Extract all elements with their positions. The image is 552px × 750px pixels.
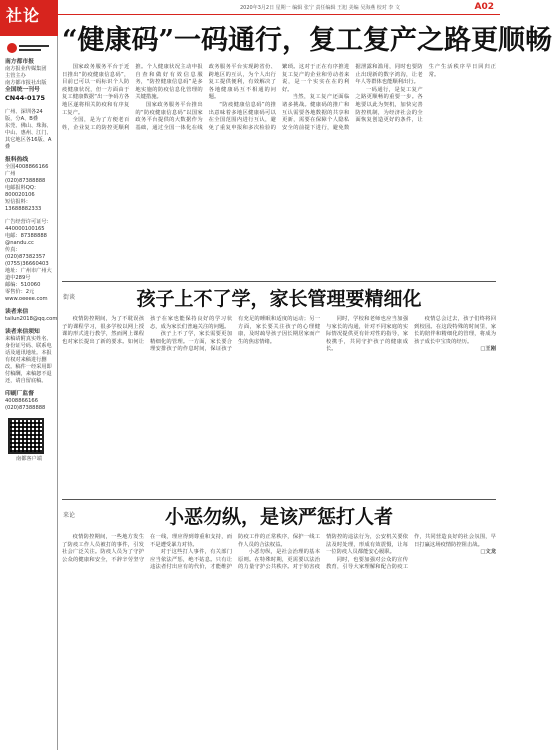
paragraph: 疫情总会过去，孩子们终将回到校园。在这段特殊的时间里，家长的陪伴和精细化的管理，将成为孩子成长中宝贵的经历。 (414, 316, 496, 345)
paragraph: 对于这些打人事件，有关部门应当依法严惩，绝不姑息。只有让违法者付出应有的代价，才能维护防疫工作的正常秩序，保护一线工作人员的合法权益。 (150, 534, 320, 571)
author-byline: □文龙 (480, 549, 496, 556)
paragraph: 国家政务服务平台推出的“防疫健康信息码”以国家政务平台提供的大数据作为基础，通过全国一体化在线政务服务平台实现跨省份、跨地区的互认，为个人出行复工提供便利，有效解决了各地健康码互不相通的问题。 (135, 64, 276, 131)
page-number: A02 (474, 2, 494, 12)
reader-rules: 来稿请附真实姓名、身份证号码、联系电话及通讯地址。本报有权对来稿进行删改。稿件一经采用即付稿酬，来稿恕不退还，请自留底稿。 (5, 336, 52, 384)
website: www.oeeee.com (5, 296, 48, 302)
regions: 东莞、佛山、珠海、中山、惠州、江门、其它地区各16版、A叠 (5, 123, 52, 150)
page-header (0, 0, 500, 25)
tel-2: (0755)36660403 (5, 261, 49, 267)
section-divider (62, 499, 496, 500)
qr-caption: 南都客户端 (16, 456, 42, 462)
reader-rules-label: 读者来信须知 (5, 329, 40, 335)
section-divider (62, 281, 496, 282)
paragraph: 一码通行，是复工复产之路更顺畅的重要一步。各地要以此为契机，加快完善防控机制，为经济社会的全面恢复创造更好的条件，让生产生活秩序早日回归正常。 (355, 64, 496, 124)
print-phone: 4008866166 (5, 398, 39, 404)
author-byline: □王刚 (480, 346, 496, 353)
letters-email: tailun2018@qq.com (5, 316, 58, 322)
paragraph: 同时，也要加强对公众的宣传教育，引导大家理解和配合防疫工作，共同营造良好的社会氛围，早日打赢这场疫情防控阻击战。 (326, 534, 496, 571)
price: 零售价：2元 (5, 289, 35, 295)
publisher: 南方报业传媒集团 (5, 66, 47, 72)
print-phone-2: (020)87388888 (5, 405, 46, 411)
sms-number: 13688882333 (5, 206, 42, 212)
commentary-article (62, 286, 496, 496)
article-body (62, 534, 496, 740)
header-meta: 2020年3月2日 星期一 编辑 张宁 责任编辑 王旭 美编 吴海燕 校对 李 文 (240, 5, 400, 11)
paragraph: 疫情防控期间，为了不耽误孩子的课程学习，很多学校以网上授课的形式进行教学，然而网上课程也对家长提出了新的要求。如何让孩子在家也能保持良好的学习状态，成为家长们普遍关注的问题。 (62, 316, 232, 345)
cn-label: 全国统一刊号 (5, 87, 40, 93)
paragraph: “防疫健康信息码”的推出意味着多地区健康码可以在全国范围内进行互认，避免了重复申报和多次检验的繁琐。这对于正在有序推进复工复产的企业和劳动者来说，是一个实实在在的利好。 (208, 64, 350, 131)
paragraph: 孩子上不了学，家长需要更加精细化的管理。一方面，家长要合理安排孩子的作息时间，保证孩子有充足的睡眠和适度的运动；另一方面，家长要关注孩子的心理健康，及时疏导孩子因长期居家而产生的焦虑情绪。 (150, 316, 320, 353)
print-label: 印刷厂监督 (5, 391, 34, 397)
edition-info: 广州、深圳各24版，分A、B叠 (5, 109, 43, 122)
section-banner (0, 0, 58, 36)
qq-number: 800020106 (5, 192, 35, 198)
article-title: 孩子上不了学，家长管理要精细化 (136, 288, 422, 310)
article-body (62, 316, 496, 494)
tel-label: 传真：(020)87382357 (5, 247, 46, 260)
paragraph: 全国，是为了方便老百姓，企业复工的防控更顺利推。个人健康状况主动申报自查和做好有效信息服务，“防控健康信息码”是多地实施的防疫信息化管理的关键措施。 (62, 64, 203, 131)
paragraph: 同时，学校和老师也应当加强与家长的沟通，针对不同家庭的实际情况提供更有针对性的指导，家校携手，共同守护孩子的健康成长。 (326, 316, 408, 353)
hotline-3: 电邮报料QQ： (5, 185, 40, 191)
paper-name: 南方都市报 (5, 59, 34, 65)
sidebar (0, 36, 58, 750)
address: 地址：广州市广州大道中289号 (5, 268, 52, 281)
editorial-article (62, 20, 552, 278)
paragraph: 小恶勿纵，是社会治理的基本原则。在特殊时期，更需要以法治的力量守护公共秩序。对于妨害疫情防控的违法行为，公安机关要依法及时处理，形成有效震慑，让每一位防疫人员都能安心履职。 (238, 534, 408, 571)
article-title: “健康码”一码通行，复工复产之路更顺畅 (62, 25, 552, 56)
postcode: 邮编：510060 (5, 282, 41, 288)
header-rule (58, 14, 500, 15)
fax-label: 电邮：87388888 (5, 233, 47, 239)
sponsor-name: 南方都市报社出版 (5, 80, 47, 86)
hotline-2: 广州(020)87388888 (5, 171, 46, 184)
sms-label: 短信报料： (5, 199, 31, 205)
ad-license-label: 广告经营许可证号： (5, 219, 52, 225)
ad-license-number: 440000100165 (5, 226, 45, 232)
article-tag: 来论 (63, 512, 76, 519)
qr-code-icon (8, 418, 44, 454)
hotline-1: 全国4008866166 (5, 164, 49, 170)
paragraph: 当然，复工复产还面临诸多挑战。健康码的推广和互认需要各地数据的共享和更新，需要在保障个人隐私安全的前提下进行，避免数据泄露和滥用，同时也要防止出现新的数字鸿沟，让老年人等群体也能顺利出行。 (281, 64, 423, 131)
sidebar-divider (57, 36, 58, 750)
section-title: 社论 (6, 6, 41, 25)
newspaper-logo-icon (6, 42, 52, 54)
paragraph: 疫情防控期间，一些地方发生了防疫工作人员被打的事件，引发社会广泛关注。防疫人员为了守护公众的健康和安全，不辞辛劳坚守在一线，理应得到尊重和支持，而不是遭受暴力对待。 (62, 534, 232, 563)
paragraph: 国家政务服务平台于近日推出“防疫健康信息码”，目前已可以一码标识个人防疫健康状况，但一方面由于复工健康数据“出一争码方各地区遂将相关防疫和有序复工复产。 (62, 64, 130, 116)
hotline-label: 报料热线 (5, 157, 29, 163)
sponsor: 主管主办 (5, 73, 26, 79)
article-tag: 街谈 (63, 294, 76, 301)
article-title: 小恶勿纵，是该严惩打人者 (164, 506, 393, 528)
article-body (62, 64, 496, 278)
cn-number: CN44-0175 (5, 94, 46, 102)
opinion-article (62, 504, 496, 744)
letters-label: 读者来信 (5, 309, 29, 315)
email: @nandu.cc (5, 240, 34, 246)
